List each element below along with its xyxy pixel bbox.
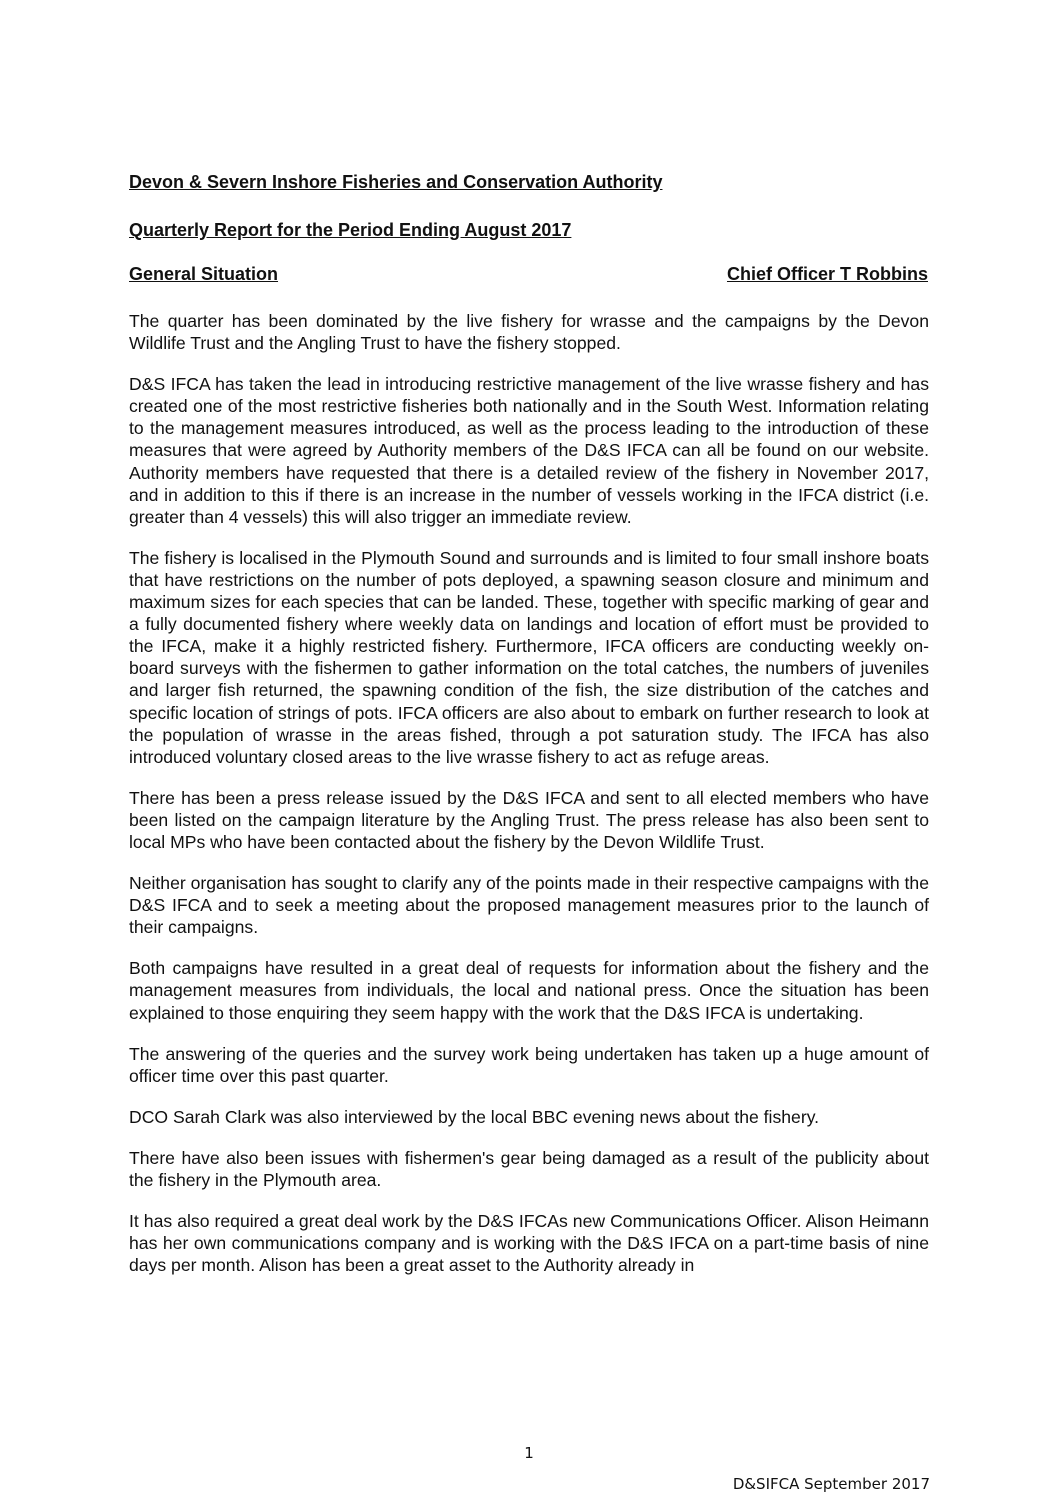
page-number: 1 <box>524 1444 534 1462</box>
paragraph: There have also been issues with fishermen's gear being damaged as a result of the publicity about the fishery in the Plymouth area. <box>129 1147 929 1190</box>
footer-text: D&SIFCA September 2017 <box>732 1475 930 1493</box>
paragraph: The answering of the queries and the survey work being undertaken has taken up a huge amount of officer time over this past quarter. <box>129 1043 929 1086</box>
report-body <box>129 310 929 1295</box>
section-title: General Situation <box>129 264 279 284</box>
paragraph: Neither organisation has sought to clarify any of the points made in their respective campaigns with the D&S IFCA and to seek a meeting about the proposed management measures prior to the launch of their campaigns. <box>129 873 929 938</box>
paragraph: D&S IFCA has taken the lead in introducing restrictive management of the live wrasse fishery and has created one of the most restrictive fisheries both nationally and in the South West. Information relating to the management measures introduced, as well as the process leading to the introduction of these measures that were agreed by Authority members of the D&S IFCA can all be found on our website. Authority members have requested that there is a detailed review of the fishery in November 2017, and in addition to this if there is an increase in the number of vessels working in the IFCA district (i.e. greater than 4 vessels) this will also trigger an immediate review. <box>129 374 929 527</box>
paragraph: Both campaigns have resulted in a great deal of requests for information about the fishery and the management measures from individuals, the local and national press. Once the situation has been explained to those enquiring they seem happy with the work that the D&S IFCA is undertaking. <box>129 958 929 1023</box>
paragraph: It has also required a great deal work by the D&S IFCAs new Communications Officer. Alison Heimann has her own communications company and is working with the D&S IFCA on a part-time basis of nine days per month. Alison has been a great asset to the Authority already in <box>129 1211 929 1276</box>
paragraph: DCO Sarah Clark was also interviewed by the local BBC evening news about the fishery. <box>129 1106 820 1127</box>
paragraph: The quarter has been dominated by the live fishery for wrasse and the campaigns by the Devon Wildlife Trust and the Angling Trust to have the fishery stopped. <box>129 311 929 354</box>
paragraph: The fishery is localised in the Plymouth Sound and surrounds and is limited to four small inshore boats that have restrictions on the number of pots deployed, a spawning season closure and minimum and maximum sizes for each species that can be landed. These, together with specific marking of gear and a fully documented fishery where weekly data on landings and location of effort must be provided to the IFCA, make it a highly restricted fishery. Furthermore, IFCA officers are conducting weekly on-board surveys with the fishermen to gather information on the total catches, the numbers of juveniles and larger fish returned, the spawning condition of the fish, the size distribution of the catches and specific location of strings of pots. IFCA officers are also about to embark on further research to look at the population of wrasse in the areas fished, through a pot saturation study. The IFCA has also introduced voluntary closed areas to the live wrasse fishery to act as refuge areas. <box>129 547 929 767</box>
report-title: Quarterly Report for the Period Ending August 2017 <box>129 220 572 240</box>
section-author: Chief Officer T Robbins <box>726 264 928 284</box>
organisation-title: Devon & Severn Inshore Fisheries and Conservation Authority <box>129 172 663 192</box>
paragraph: There has been a press release issued by the D&S IFCA and sent to all elected members who have been listed on the campaign literature by the Angling Trust. The press release has also been sent to local MPs who have been contacted about the fishery by the Devon Wildlife Trust. <box>129 787 929 852</box>
